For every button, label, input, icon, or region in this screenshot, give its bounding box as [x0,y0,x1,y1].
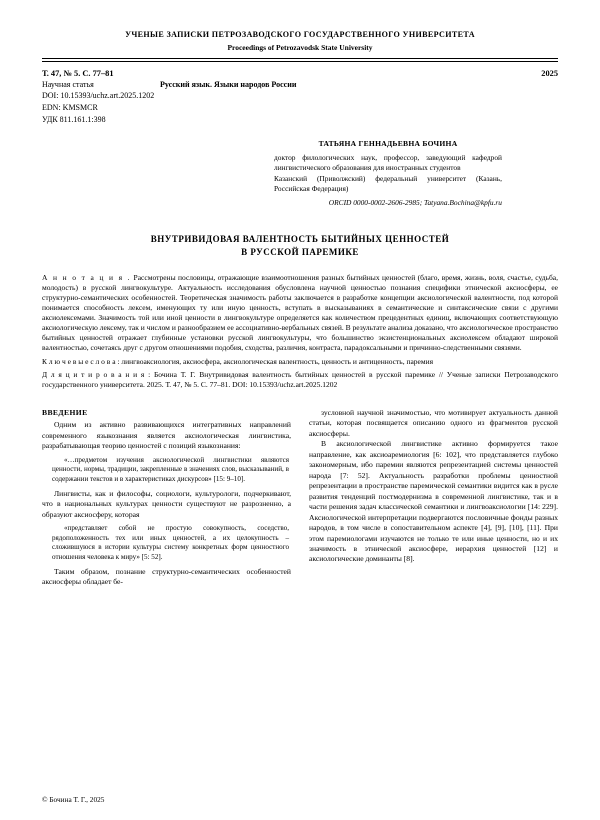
year: 2025 [541,68,558,78]
keywords-text: лингвоаксиология, аксиосфера, аксиологическая валентность, ценность и антиценность, паремия [121,356,434,366]
volume-year-row [42,69,558,78]
volume-info: Т. 47, № 5. С. 77–81 [42,68,114,78]
paragraph: Таким образом, познание структурно-семантических особенностей аксиосферы обладает бе- [42,566,291,587]
author-affiliation: доктор филологических наук, профессор, заведующий кафедрой лингвистического образования для иностранных студентов [274,152,502,173]
citation-text: Бочина Т. Г. Внутривидовая валентность бытийных ценностей в русской паремике // Ученые записки Петрозаводского государственного университета. 2025. Т. 47, № 5. С. 77–81. DOI: 10.15393/uchz.art.2025.1202 [42,369,559,389]
citation-label: Д л я ц и т и р о в а н и я : [42,369,151,379]
blockquote: «…предметом изучения аксиологической лингвистики являются ценности, нормы, традиции, закрепленные в значениях слов, высказываний, в содержании текстов и в характеристиках дискурсов» [15: 9–10]. [52,455,289,484]
column-left [42,408,291,588]
journal-header [42,30,558,52]
abstract [42,273,558,354]
paragraph: Одним из активно развивающихся интегративных направлений современного языкознания является аксиологическая лингвистика, разрабатывающая теорию ценностей с позиций языкознания: [42,420,291,451]
article-type: Научная статья [42,79,94,89]
abstract-text: Рассмотрены пословицы, отражающие взаимоотношения разных бытийных ценностей (благо, время, жизнь, воля, счастье, судьба, молодость) в русской лингвокультуре. Актуальность исследования обусловлена научной ценностью познания специфики этнической аксиосферы, ее структурно-семантических особенностей. Теоретическая значимость работы заключается в разработке концепции аксиологической валентности, под которой понимается способность лексем, именующих ту или иную ценность, вступать в высказываниях в семантические и синтаксические связи с другими аксиолексемами. Значимость той или иной ценности в лингвокультуре определяется как количеством прецедентных единиц, включающих соответствующую аксиологическую лексему, так и числом и разнообразием ее ассоциативно-вербальных связей. В результате анализа доказано, что аксиологическое пространство бытийных ценностей отражает глубинные установки русской лингвокультуры, что большинство экзистенциональных аксиолексем обладают широкой валентностью, сочетаясь друг с другом отношениями подобия, сходства, различия, контраста, парадоксальными и причинно-следственными связями. [42,272,558,353]
udk: УДК 811.161.1:398 [42,114,106,124]
doi[interactable]: DOI: 10.15393/uchz.art.2025.1202 [42,91,155,101]
author-orcid[interactable]: ORCID 0000-0002-2606-2985; Tatyana.Bochina@kpfu.ru [328,197,502,207]
column-right [309,408,558,588]
author-organization: Казанский (Приволжский) федеральный университет (Казань, Российская Федерация) [274,173,502,194]
citation [42,370,558,390]
paragraph: В аксиологической лингвистике активно формируется такое направление, как аксиоаремиология [6: 102], что представляется глубоко закономерным, ибо паремии являются репрезентацией системы ценностей народа [7: 52]. Актуальность разработки проблемы ценностной репрезентации в пространстве паремической семантики видится как в русле развития тенденций постмодернизма в современной лингвистике, так и в части решения задач классической семантики и лингвоаксиологии [14: 229]. Аксиологической интерпретации подвергаются пословичные фонды разных народов, в том числе в сопоставительном аспекте [4], [9], [10], [11]. При этом паремиологами изучаются не только те или иные ценности, но и их значимость в этнической аксиосфере, иерархия ценностей [12] и аксиологические доминанты [8]. [309,439,558,564]
header-rule-thin [42,61,558,62]
abstract-label: А н н о т а ц и я . [42,272,132,282]
edn: EDN: KMSMCR [42,102,98,112]
article-meta [42,79,558,125]
section-heading-introduction: ВВЕДЕНИЕ [42,407,88,417]
paper-title-line-2: В РУССКОЙ ПАРЕМИКЕ [241,247,359,257]
journal-title-ru: УЧЕНЫЕ ЗАПИСКИ ПЕТРОЗАВОДСКОГО ГОСУДАРСТВЕННОГО УНИВЕРСИТЕТА [125,30,475,39]
journal-title-en: Proceedings of Petrozavodsk State University [227,42,373,52]
keywords-label: К л ю ч е в ы е с л о в а : [42,356,120,366]
keywords [42,357,558,367]
page-title [42,233,558,260]
blockquote: «представляет собой не простую совокупность, соседство, рядоположенность тех или иных ценностей, а их целокупность – сложившуюся в истории культуры систему конкретных форм ценностного отношения человека к миру» [5: 52]. [52,524,289,561]
author-block [274,139,502,208]
paper-title-line-1: ВНУТРИВИДОВАЯ ВАЛЕНТНОСТЬ БЫТИЙНЫХ ЦЕННОСТЕЙ [150,233,450,244]
journal-section: Русский язык. Языки народов России [160,79,297,89]
paragraph: Лингвисты, как и философы, социологи, культурологи, подчеркивают, что в национальных культурах ценности существуют не разрозненно, а образуют аксиосферу, которая [42,488,291,519]
paragraph: зусловной научной значимостью, что мотивирует актуальность данной статьи, которая посвящается описанию одного из фрагментов русской аксиосферы. [309,407,558,438]
header-rule [42,58,558,59]
copyright-footer: © Бочина Т. Г., 2025 [42,795,105,804]
body-columns [42,408,558,588]
author-name: ТАТЬЯНА ГЕННАДЬЕВНА БОЧИНА [318,139,458,149]
